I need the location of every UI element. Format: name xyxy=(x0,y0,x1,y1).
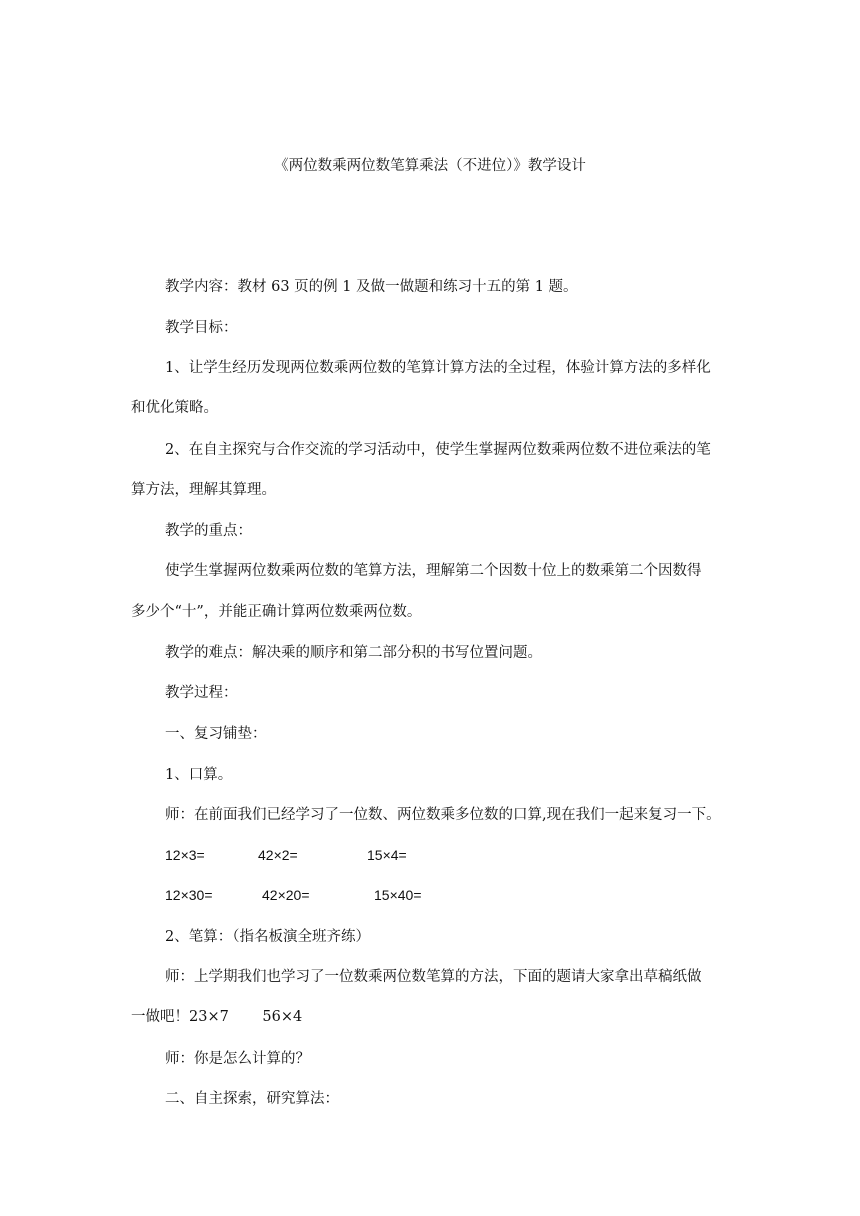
teaching-content-text: 教学内容：教材 63 页的例 1 及做一做题和练习十五的第 1 题。 xyxy=(165,279,578,295)
goal-1-line-2: 和优化策略。 xyxy=(131,400,218,416)
goals-heading: 教学目标： xyxy=(165,320,238,336)
oral-expr: 12×3= xyxy=(165,847,205,863)
document-title: 《两位数乘两位数笔算乘法（不进位）》教学设计 xyxy=(274,158,586,174)
section-2-heading: 二、自主探索，研究算法： xyxy=(165,1091,339,1107)
key-point-heading: 教学的重点： xyxy=(165,523,252,539)
teacher-remark-3: 师：你是怎么计算的？ xyxy=(165,1051,310,1067)
oral-expr: 42×2= xyxy=(258,847,298,863)
goal-1-line-1: 1、让学生经历发现两位数乘两位数的笔算计算方法的全过程，体验计算方法的多样化 xyxy=(165,360,711,376)
key-point-line-1: 使学生掌握两位数乘两位数的笔算方法，理解第二个因数十位上的数乘第二个因数得 xyxy=(165,563,702,579)
process-heading: 教学过程： xyxy=(165,685,238,701)
key-point-line-2: 多少个“十”，并能正确计算两位数乘两位数。 xyxy=(131,604,422,620)
difficulty-text: 教学的难点：解决乘的顺序和第二部分积的书写位置问题。 xyxy=(165,645,542,661)
goal-2-line-1: 2、在自主探究与合作交流的学习活动中，使学生掌握两位数乘两位数不进位乘法的笔 xyxy=(165,442,711,458)
teacher-remark-2-line-1: 师：上学期我们也学习了一位数乘两位数笔算的方法，下面的题请大家拿出草稿纸做 xyxy=(165,969,702,985)
teacher-remark-1: 师：在前面我们已经学习了一位数、两位数乘多位数的口算,现在我们一起来复习一下。 xyxy=(165,807,721,823)
oral-expr: 42×20= xyxy=(262,887,310,903)
oral-expr: 15×4= xyxy=(367,847,407,863)
section-1-heading: 一、复习铺垫： xyxy=(165,726,267,742)
goal-2-line-2: 算方法，理解其算理。 xyxy=(131,482,276,498)
item-1-oral-calc: 1、口算。 xyxy=(165,767,233,783)
teacher-remark-2-line-2: 一做吧！23×7 56×4 xyxy=(131,1009,303,1025)
oral-expr: 12×30= xyxy=(165,887,213,903)
item-2-written-calc: 2、笔算：（指名板演全班齐练） xyxy=(165,929,370,945)
oral-expr: 15×40= xyxy=(374,887,422,903)
